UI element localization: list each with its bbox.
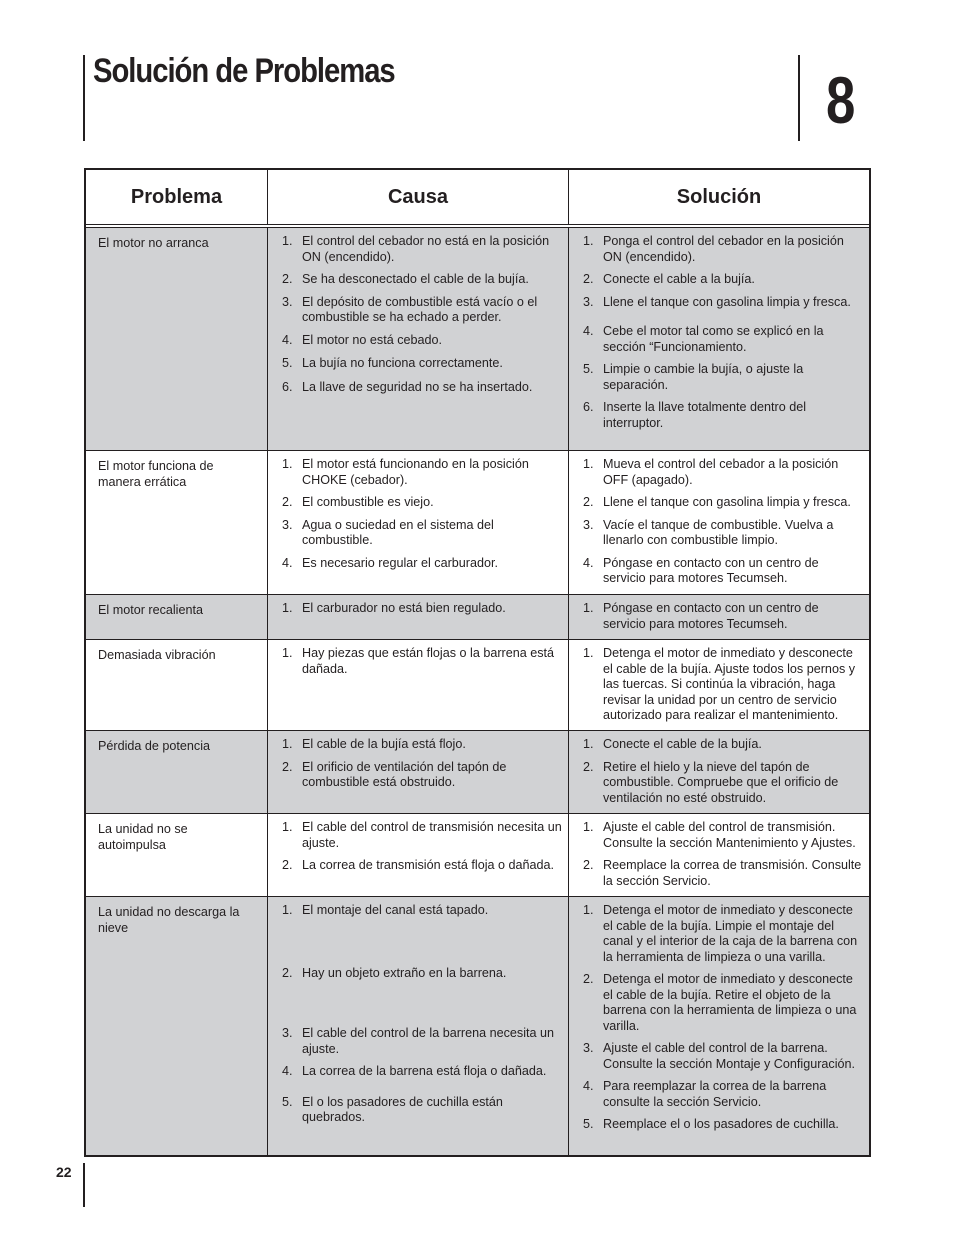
cause-item — [282, 1095, 562, 1126]
cause-item — [282, 495, 562, 511]
cause-item-text: El combustible es viejo. — [302, 495, 434, 509]
solution-item-number: 5. — [583, 1117, 594, 1131]
cause-item-text: La bujía no funciona correctamente. — [302, 356, 503, 370]
solution-item — [583, 972, 863, 1034]
cause-item — [282, 518, 562, 549]
solution-cell — [569, 814, 869, 896]
solution-item-text: Mueva el control del cebador a la posición OFF (apagado). — [603, 457, 839, 487]
problem-cell: Demasiada vibración — [86, 640, 268, 730]
solution-item — [583, 457, 863, 488]
solution-item-number: 1. — [583, 737, 594, 751]
cause-item — [282, 858, 562, 874]
table-row — [86, 639, 869, 730]
cause-item-text: El o los pasadores de cuchilla están quebrados. — [302, 1094, 503, 1124]
cause-item-text: Es necesario regular el carburador. — [302, 555, 499, 570]
solution-item-number: 5. — [583, 362, 594, 376]
solution-item-number: 1. — [583, 820, 594, 834]
solution-item — [583, 556, 863, 587]
problem-cell: El motor funciona de manera errática — [86, 451, 268, 594]
cause-item-text: El control del cebador no está en la posición ON (encendido). — [302, 234, 550, 264]
solution-item-text: Ponga el control del cebador en la posición ON (encendido). — [603, 234, 844, 264]
cause-cell — [268, 897, 569, 1155]
column-header-problem: Problema — [86, 170, 268, 224]
solution-item-number: 4. — [583, 324, 594, 338]
solution-item-text: Detenga el motor de inmediato y desconecte el cable de la bujía. Ajuste todos los pernos y las tuercas. Si continúa la vibración, haga revisar la unidad por un centro de servicio autorizado para realizar el mantenimiento. — [603, 646, 856, 722]
cause-item-text: El depósito de combustible está vacío o el combustible se ha echado a perder. — [302, 294, 538, 324]
solution-item-number: 3. — [583, 294, 594, 309]
cause-item-number: 1. — [282, 737, 293, 751]
solution-item — [583, 495, 863, 511]
cause-item-text: El cable del control de transmisión necesita un ajuste. — [302, 820, 562, 850]
cause-item-number: 4. — [282, 332, 293, 347]
solution-item-number: 1. — [583, 601, 594, 615]
cause-item-number: 1. — [282, 457, 293, 471]
solution-item — [583, 858, 863, 889]
column-header-cause: Causa — [268, 170, 569, 224]
cause-cell — [268, 731, 569, 813]
cause-item — [282, 234, 562, 265]
cause-item-text: La llave de seguridad no se ha insertado. — [302, 379, 533, 394]
cause-item — [282, 333, 562, 349]
table-row — [86, 730, 869, 813]
cause-item — [282, 457, 562, 488]
table-row — [86, 228, 869, 450]
solution-item-text: Reemplace el o los pasadores de cuchilla. — [603, 1117, 839, 1131]
solution-item-number: 1. — [583, 234, 594, 248]
solution-item-text: Llene el tanque con gasolina limpia y fresca. — [603, 495, 851, 509]
cause-item-text: La correa de la barrena está floja o dañada. — [302, 1064, 547, 1078]
solution-item-number: 4. — [583, 1079, 594, 1093]
cause-item-text: La correa de transmisión está floja o dañada. — [302, 858, 555, 872]
cause-item-number: 4. — [282, 555, 293, 570]
cause-item — [282, 903, 562, 919]
solution-item-text: Póngase en contacto con un centro de servicio para motores Tecumseh. — [603, 601, 819, 631]
solution-item-text: Reemplace la correa de transmisión. Consulte la sección Servicio. — [603, 858, 862, 888]
cause-item — [282, 1064, 562, 1080]
solution-item-text: Ajuste el cable del control de la barrena. Consulte la sección Montaje y Configuración. — [603, 1041, 856, 1071]
page-number: 22 — [56, 1164, 72, 1180]
solution-item — [583, 1079, 863, 1110]
cause-item-number: 1. — [282, 646, 293, 660]
solution-cell — [569, 731, 869, 813]
cause-item-number: 2. — [282, 858, 293, 872]
solution-item-text: Conecte el cable de la bujía. — [603, 737, 762, 751]
table-header — [86, 170, 869, 228]
problem-cell: La unidad no se autoimpulsa — [86, 814, 268, 896]
solution-item — [583, 646, 863, 724]
page-title: Solución de Problemas — [93, 52, 395, 90]
cause-cell — [268, 595, 569, 639]
cause-item-number: 5. — [282, 356, 293, 370]
cause-item-text: Hay un objeto extraño en la barrena. — [302, 965, 507, 980]
cause-item-number: 3. — [282, 294, 293, 309]
cause-item-number: 6. — [282, 379, 293, 394]
column-header-solution: Solución — [676, 185, 762, 208]
cause-item — [282, 1026, 562, 1057]
troubleshooting-table — [84, 168, 871, 1157]
solution-item-text: Inserte la llave totalmente dentro del interruptor. — [603, 400, 807, 430]
solution-cell — [569, 640, 869, 730]
cause-item — [282, 646, 562, 677]
solution-item — [583, 400, 863, 431]
solution-item-text: Vacíe el tanque de combustible. Vuelva a llenarlo con combustible limpio. — [603, 517, 834, 547]
cause-item-number: 5. — [282, 1094, 293, 1109]
solution-item — [583, 737, 863, 753]
cause-item-number: 1. — [282, 820, 293, 834]
cause-item-number: 3. — [282, 1026, 293, 1040]
cause-item-number: 2. — [282, 965, 293, 980]
solution-item-number: 3. — [583, 1041, 594, 1055]
cause-cell — [268, 814, 569, 896]
title-rule — [83, 55, 85, 141]
cause-item-text: Hay piezas que están flojas o la barrena está dañada. — [302, 646, 555, 676]
cause-item-text: El motor está funcionando en la posición CHOKE (cebador). — [302, 457, 529, 487]
solution-item — [583, 601, 863, 632]
solution-item-number: 2. — [583, 495, 594, 509]
cause-item-text: Agua o suciedad en el sistema del combustible. — [302, 517, 494, 547]
solution-item-text: Ajuste el cable del control de transmisión. Consulte la sección Mantenimiento y Ajustes. — [603, 820, 856, 850]
solution-item — [583, 903, 863, 965]
cause-item — [282, 556, 562, 572]
solution-cell — [569, 451, 869, 594]
solution-item — [583, 1041, 863, 1072]
solution-item-number: 1. — [583, 903, 594, 917]
cause-item-number: 1. — [282, 234, 293, 248]
solution-item-text: Retire el hielo y la nieve del tapón de combustible. Compruebe que el orificio de ventilación no esté obstruido. — [603, 759, 839, 805]
solution-item — [583, 362, 863, 393]
cause-item-text: El cable de la bujía está flojo. — [302, 737, 466, 751]
cause-item — [282, 966, 562, 982]
cause-cell — [268, 228, 569, 450]
cause-item-text: El cable del control de la barrena necesita un ajuste. — [302, 1026, 555, 1056]
problem-cell: El motor recalienta — [86, 595, 268, 639]
cause-item — [282, 737, 562, 753]
cause-item-number: 1. — [282, 903, 293, 917]
solution-item-number: 4. — [583, 555, 594, 570]
cause-item-text: El motor no está cebado. — [302, 332, 443, 347]
solution-item-text: Detenga el motor de inmediato y desconecte el cable de la bujía. Retire el objeto de la barrena con la herramienta de limpieza o una varilla. — [603, 972, 857, 1033]
cause-item — [282, 601, 562, 617]
cause-item-text: El orificio de ventilación del tapón de combustible está obstruido. — [302, 759, 507, 789]
solution-item-number: 2. — [583, 972, 594, 986]
solution-item — [583, 820, 863, 851]
problem-cell: La unidad no descarga la nieve — [86, 897, 268, 1155]
solution-cell — [569, 595, 869, 639]
table-row — [86, 450, 869, 594]
cause-item-number: 2. — [282, 495, 293, 509]
cause-cell — [268, 451, 569, 594]
solution-item-text: Cebe el motor tal como se explicó en la sección “Funcionamiento. — [603, 324, 824, 354]
cause-item-number: 4. — [282, 1064, 293, 1078]
table-row — [86, 594, 869, 639]
solution-item — [583, 324, 863, 355]
solution-cell — [569, 897, 869, 1155]
solution-item-text: Llene el tanque con gasolina limpia y fresca. — [603, 294, 851, 309]
solution-item-number: 1. — [583, 646, 594, 660]
table-row — [86, 813, 869, 896]
solution-item — [583, 295, 863, 311]
solution-item-text: Póngase en contacto con un centro de servicio para motores Tecumseh. — [603, 555, 819, 585]
solution-item-number: 2. — [583, 272, 594, 286]
cause-item-number: 2. — [282, 272, 293, 286]
cause-item-number: 2. — [282, 759, 293, 774]
solution-item-number: 1. — [583, 457, 594, 471]
cause-item — [282, 295, 562, 326]
solution-item-number: 3. — [583, 517, 594, 532]
cause-item-text: El montaje del canal está tapado. — [302, 903, 489, 917]
table-row — [86, 896, 869, 1155]
solution-item-text: Limpie o cambie la bujía, o ajuste la separación. — [603, 362, 804, 392]
cause-cell — [268, 640, 569, 730]
solution-item-text: Conecte el cable a la bujía. — [603, 272, 755, 286]
table-body — [86, 228, 869, 1155]
cause-item — [282, 820, 562, 851]
cause-item — [282, 272, 562, 288]
problem-cell: El motor no arranca — [86, 228, 268, 450]
problem-cell: Pérdida de potencia — [86, 731, 268, 813]
cause-item-text: El carburador no está bien regulado. — [302, 601, 506, 615]
solution-item-number: 2. — [583, 759, 594, 774]
solution-cell — [569, 228, 869, 450]
solution-item — [583, 234, 863, 265]
solution-item — [583, 1117, 863, 1133]
cause-item — [282, 380, 562, 396]
chapter-number: 8 — [826, 63, 856, 137]
cause-item-number: 1. — [282, 601, 293, 615]
solution-item-text: Para reemplazar la correa de la barrena consulte la sección Servicio. — [603, 1079, 827, 1109]
cause-item-number: 3. — [282, 517, 293, 532]
solution-item-number: 2. — [583, 858, 594, 872]
solution-item-text: Detenga el motor de inmediato y desconecte el cable de la bujía. Limpie el montaje del canal y el interior de la caja de la barrena con la herramienta de limpieza o una varilla. — [603, 903, 858, 964]
solution-item — [583, 518, 863, 549]
cause-item — [282, 356, 562, 372]
cause-item-text: Se ha desconectado el cable de la bujía. — [302, 272, 529, 286]
cause-item — [282, 760, 562, 791]
page-number-rule — [83, 1163, 85, 1207]
solution-item-number: 6. — [583, 400, 594, 414]
solution-item — [583, 272, 863, 288]
chapter-rule — [798, 55, 800, 141]
solution-item — [583, 760, 863, 807]
